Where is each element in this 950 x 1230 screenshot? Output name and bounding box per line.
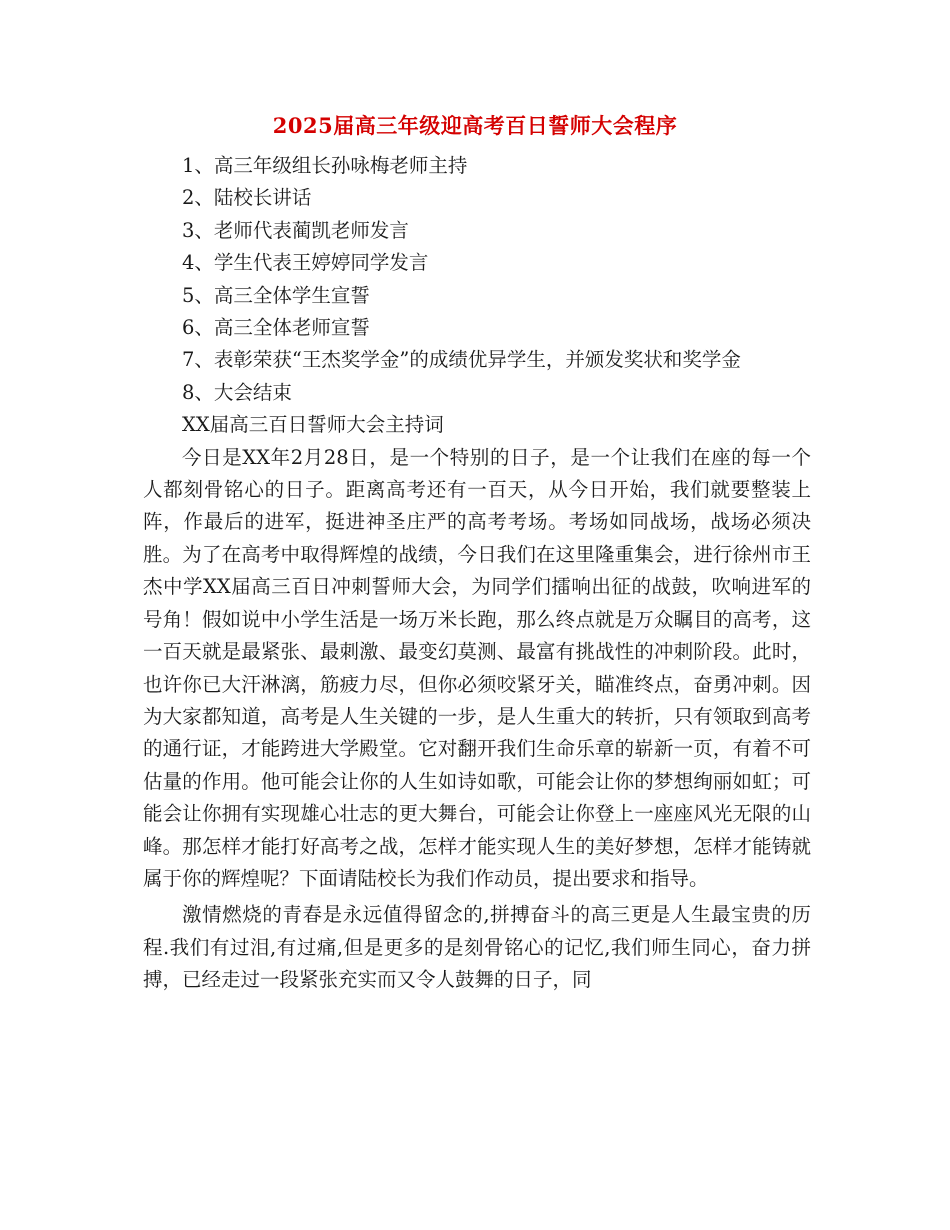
host-speech-paragraph-1: 今日是XX年2月28日，是一个特别的日子，是一个让我们在座的每一个人都刻骨铭心的日子。距离高考还有一百天，从今日开始，我们就要整装上阵，作最后的进军，挺进神圣庄严的高考考场。考场如同战场，战场必须决胜。为了在高考中取得辉煌的战绩，今日我们在这里隆重集会，进行徐州市王杰中学XX届高三百日冲刺誓师大会，为同学们擂响出征的战鼓，吹响进军的号角！假如说中小学生活是一场万米长跑，那么终点就是万众瞩目的高考，这一百天就是最紧张、最刺激、最变幻莫测、最富有挑战性的冲刺阶段。此时，也许你已大汗淋漓，筋疲力尽，但你必须咬紧牙关，瞄准终点，奋勇冲刺。因为大家都知道，高考是人生关键的一步，是人生重大的转折，只有领取到高考的通行证，才能跨进大学殿堂。它对翻开我们生命乐章的崭新一页，有着不可估量的作用。他可能会让你的人生如诗如歌，可能会让你的梦想绚丽如虹；可能会让你拥有实现雄心壮志的更大舞台，可能会让你登上一座座风光无限的山峰。那怎样才能打好高考之战，怎样才能实现人生的美好梦想，怎样才能铸就属于你的辉煌呢？下面请陆校长为我们作动员，提出要求和指导。 bbox=[143, 445, 811, 890]
program-item-6: 6、高三全体老师宣誓 bbox=[182, 316, 370, 340]
program-item-2: 2、陆校长讲话 bbox=[182, 186, 312, 210]
program-item-1: 1、高三年级组长孙咏梅老师主持 bbox=[182, 154, 468, 177]
document-body bbox=[143, 150, 811, 997]
program-item-3: 3、老师代表蔺凯老师发言 bbox=[182, 218, 409, 242]
host-speech-paragraph-2: 激情燃烧的青春是永远值得留念的,拼搏奋斗的高三更是人生最宝贵的历程.我们有过泪,有过痛,但是更多的是刻骨铭心的记忆,我们师生同心，奋力拼搏，已经走过一段紧张充实而又令人鼓舞的日子，同 bbox=[143, 903, 811, 992]
program-item-4: 4、学生代表王婷婷同学发言 bbox=[182, 251, 429, 275]
host-speech-heading: XX届高三百日誓师大会主持词 bbox=[182, 413, 444, 437]
program-item-7: 7、表彰荣获“王杰奖学金”的成绩优异学生，并颁发奖状和奖学金 bbox=[182, 348, 741, 372]
document-title: 2025届高三年级迎高考百日誓师大会程序 bbox=[272, 113, 678, 138]
program-item-8: 8、大会结束 bbox=[182, 380, 292, 404]
program-item-5: 5、高三全体学生宣誓 bbox=[182, 283, 370, 307]
